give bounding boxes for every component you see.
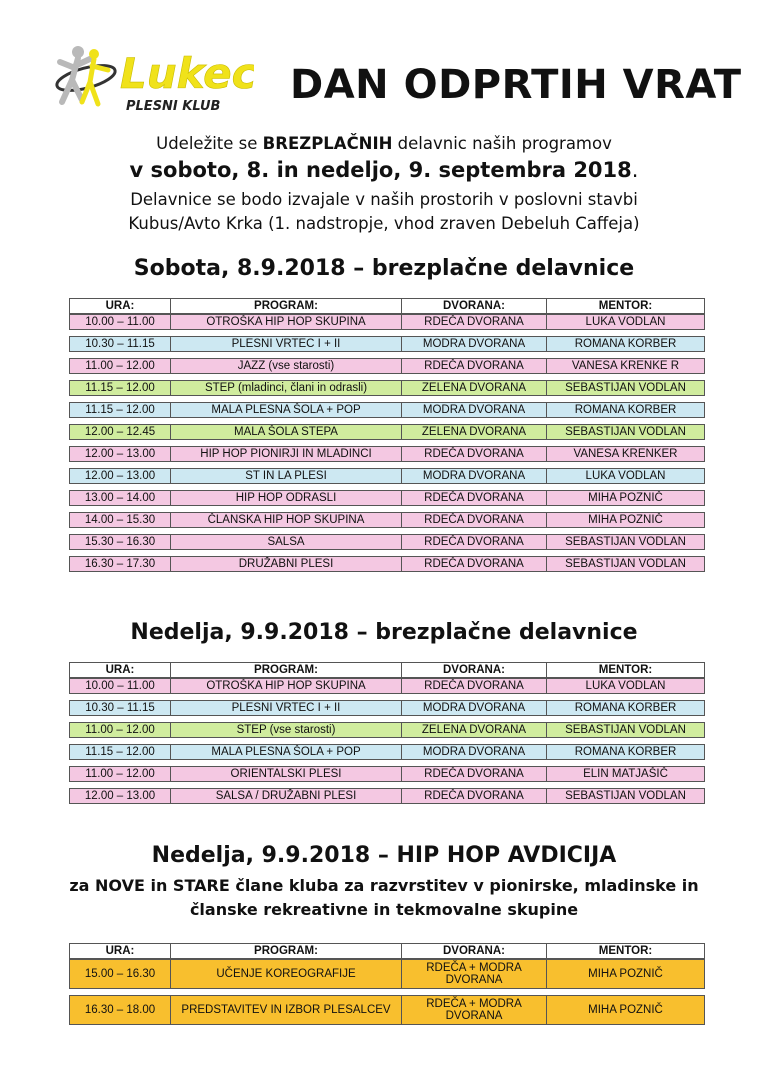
table-row — [69, 402, 705, 418]
sunday-table — [69, 662, 705, 804]
header-time: URA: — [70, 299, 171, 313]
table-row — [69, 358, 705, 374]
row-hall: RDEČA DVORANA — [402, 315, 547, 329]
row-program: SALSA / DRUŽABNI PLESI — [171, 789, 402, 803]
row-hall: RDEČA DVORANA — [402, 767, 547, 781]
table-row — [69, 700, 705, 716]
row-time: 10.30 – 11.15 — [70, 337, 171, 351]
row-mentor: VANESA KRENKER — [573, 447, 678, 460]
row-program: JAZZ (vse starosti) — [171, 359, 402, 373]
row-mentor: SEBASTIJAN VODLAN — [565, 723, 686, 736]
table-row — [69, 678, 705, 694]
audition-subtitle-2: članske rekreativne in tekmovalne skupine — [189, 900, 579, 919]
table-header — [69, 298, 705, 314]
row-time: 12.00 – 13.00 — [70, 789, 171, 803]
row-mentor: ROMANA KORBER — [574, 745, 677, 758]
row-time: 10.30 – 11.15 — [70, 701, 171, 715]
table-row — [69, 490, 705, 506]
row-time: 10.00 – 11.00 — [70, 679, 171, 693]
row-mentor: ROMANA KORBER — [574, 701, 677, 714]
row-time: 11.00 – 12.00 — [70, 767, 171, 781]
table-row — [69, 766, 705, 782]
row-hall: RDEČA DVORANA — [402, 679, 547, 693]
table-row — [69, 468, 705, 484]
row-hall: RDEČA DVORANA — [402, 513, 547, 527]
header-mentor: MENTOR: — [598, 663, 653, 676]
row-program: SALSA — [171, 535, 402, 549]
svg-text:PLESNI KLUB: PLESNI KLUB — [126, 99, 221, 114]
row-program: UČENJE KOREOGRAFIJE — [171, 960, 402, 988]
club-logo — [48, 40, 254, 118]
row-hall: RDEČA DVORANA — [402, 789, 547, 803]
audition-table — [69, 943, 705, 1025]
row-program: HIP HOP ODRASLI — [171, 491, 402, 505]
table-header — [69, 943, 705, 959]
header-hall: DVORANA: — [402, 663, 547, 677]
saturday-table — [69, 298, 705, 572]
row-mentor: MIHA POZNIČ — [588, 513, 663, 526]
header-hall: DVORANA: — [402, 299, 547, 313]
table-row — [69, 380, 705, 396]
row-mentor: SEBASTIJAN VODLAN — [565, 425, 686, 438]
row-hall: RDEČA + MODRA DVORANA — [402, 996, 547, 1024]
row-mentor: MIHA POZNIČ — [588, 967, 663, 980]
row-time: 11.15 – 12.00 — [70, 745, 171, 759]
row-mentor: MIHA POZNIČ — [588, 1003, 663, 1016]
row-mentor: SEBASTIJAN VODLAN — [565, 557, 686, 570]
row-time: 15.00 – 16.30 — [70, 960, 171, 988]
row-hall: MODRA DVORANA — [402, 701, 547, 715]
header-hall: DVORANA: — [402, 944, 547, 958]
audition-rows — [69, 959, 705, 1025]
row-program: ČLANSKA HIP HOP SKUPINA — [171, 513, 402, 527]
table-row — [69, 722, 705, 738]
table-row — [69, 424, 705, 440]
row-program: STEP (vse starosti) — [171, 723, 402, 737]
row-time: 14.00 – 15.30 — [70, 513, 171, 527]
row-time: 16.30 – 17.30 — [70, 557, 171, 571]
header-mentor: MENTOR: — [598, 944, 653, 957]
row-mentor: LUKA VODLAN — [585, 679, 666, 692]
table-row — [69, 556, 705, 572]
row-program: HIP HOP PIONIRJI IN MLADINCI — [171, 447, 402, 461]
page-title: DAN ODPRTIH VRAT — [290, 62, 742, 108]
row-hall: RDEČA DVORANA — [402, 359, 547, 373]
header-time: URA: — [70, 944, 171, 958]
row-program: OTROŠKA HIP HOP SKUPINA — [171, 679, 402, 693]
table-row — [69, 744, 705, 760]
row-hall: RDEČA DVORANA — [402, 447, 547, 461]
table-row — [69, 512, 705, 528]
intro-line-3: Delavnice se bodo izvajale v naših prostorih v poslovni stavbi — [130, 190, 638, 209]
row-time: 15.30 – 16.30 — [70, 535, 171, 549]
row-mentor: ROMANA KORBER — [574, 403, 677, 416]
row-time: 11.15 – 12.00 — [70, 403, 171, 417]
row-mentor: ELIN MATJAŠIČ — [583, 767, 668, 780]
header-program: PROGRAM: — [171, 944, 402, 958]
audition-title: Nedelja, 9.9.2018 – HIP HOP AVDICIJA — [151, 843, 617, 868]
saturday-title: Sobota, 8.9.2018 – brezplačne delavnice — [133, 256, 635, 281]
row-time: 12.00 – 12.45 — [70, 425, 171, 439]
row-hall: ZELENA DVORANA — [402, 425, 547, 439]
table-header — [69, 662, 705, 678]
intro-line-4: Kubus/Avto Krka (1. nadstropje, vhod zraven Debeluh Caffeja) — [128, 214, 640, 233]
row-mentor: ROMANA KORBER — [574, 337, 677, 350]
dancer-logo-icon — [48, 40, 254, 118]
table-row — [69, 959, 705, 989]
sunday-rows — [69, 678, 705, 804]
row-mentor: SEBASTIJAN VODLAN — [565, 789, 686, 802]
row-hall: MODRA DVORANA — [402, 745, 547, 759]
row-program: PREDSTAVITEV IN IZBOR PLESALCEV — [171, 996, 402, 1024]
row-program: DRUŽABNI PLESI — [171, 557, 402, 571]
row-time: 11.00 – 12.00 — [70, 359, 171, 373]
table-row — [69, 534, 705, 550]
row-mentor: LUKA VODLAN — [585, 469, 666, 482]
row-hall: RDEČA DVORANA — [402, 535, 547, 549]
table-row — [69, 446, 705, 462]
svg-text:Lukec: Lukec — [120, 49, 254, 98]
row-hall: MODRA DVORANA — [402, 469, 547, 483]
row-program: OTROŠKA HIP HOP SKUPINA — [171, 315, 402, 329]
row-hall: ZELENA DVORANA — [402, 381, 547, 395]
row-time: 11.15 – 12.00 — [70, 381, 171, 395]
audition-subtitle-1: za NOVE in STARE člane kluba za razvrstitev v pionirske, mladinske in — [69, 876, 699, 895]
table-row — [69, 788, 705, 804]
header-program: PROGRAM: — [171, 663, 402, 677]
row-program: ORIENTALSKI PLESI — [171, 767, 402, 781]
row-time: 12.00 – 13.00 — [70, 469, 171, 483]
header-mentor: MENTOR: — [598, 299, 653, 312]
row-mentor: MIHA POZNIČ — [588, 491, 663, 504]
row-time: 11.00 – 12.00 — [70, 723, 171, 737]
row-mentor: LUKA VODLAN — [585, 315, 666, 328]
row-hall: RDEČA + MODRA DVORANA — [402, 960, 547, 988]
row-mentor: SEBASTIJAN VODLAN — [565, 535, 686, 548]
intro-dates: v soboto, 8. in nedeljo, 9. septembra 2018. — [129, 158, 639, 182]
row-program: MALA ŠOLA STEPA — [171, 425, 402, 439]
row-hall: RDEČA DVORANA — [402, 491, 547, 505]
row-program: PLESNI VRTEC I + II — [171, 337, 402, 351]
row-hall: MODRA DVORANA — [402, 403, 547, 417]
row-mentor: VANESA KRENKE R — [571, 359, 680, 372]
header-time: URA: — [70, 663, 171, 677]
row-hall: MODRA DVORANA — [402, 337, 547, 351]
row-time: 12.00 – 13.00 — [70, 447, 171, 461]
row-hall: ZELENA DVORANA — [402, 723, 547, 737]
table-row — [69, 314, 705, 330]
row-time: 10.00 – 11.00 — [70, 315, 171, 329]
saturday-rows — [69, 314, 705, 572]
row-program: ST IN LA PLESI — [171, 469, 402, 483]
row-program: MALA PLESNA ŠOLA + POP — [171, 403, 402, 417]
table-row — [69, 995, 705, 1025]
row-program: MALA PLESNA ŠOLA + POP — [171, 745, 402, 759]
row-mentor: SEBASTIJAN VODLAN — [565, 381, 686, 394]
row-program: STEP (mladinci, člani in odrasli) — [171, 381, 402, 395]
table-row — [69, 336, 705, 352]
row-program: PLESNI VRTEC I + II — [171, 701, 402, 715]
row-time: 13.00 – 14.00 — [70, 491, 171, 505]
header-program: PROGRAM: — [171, 299, 402, 313]
row-hall: RDEČA DVORANA — [402, 557, 547, 571]
row-time: 16.30 – 18.00 — [70, 996, 171, 1024]
intro-line-1: Udeležite se BREZPLAČNIH delavnic naših programov — [156, 134, 612, 153]
sunday-title: Nedelja, 9.9.2018 – brezplačne delavnice — [130, 620, 638, 645]
